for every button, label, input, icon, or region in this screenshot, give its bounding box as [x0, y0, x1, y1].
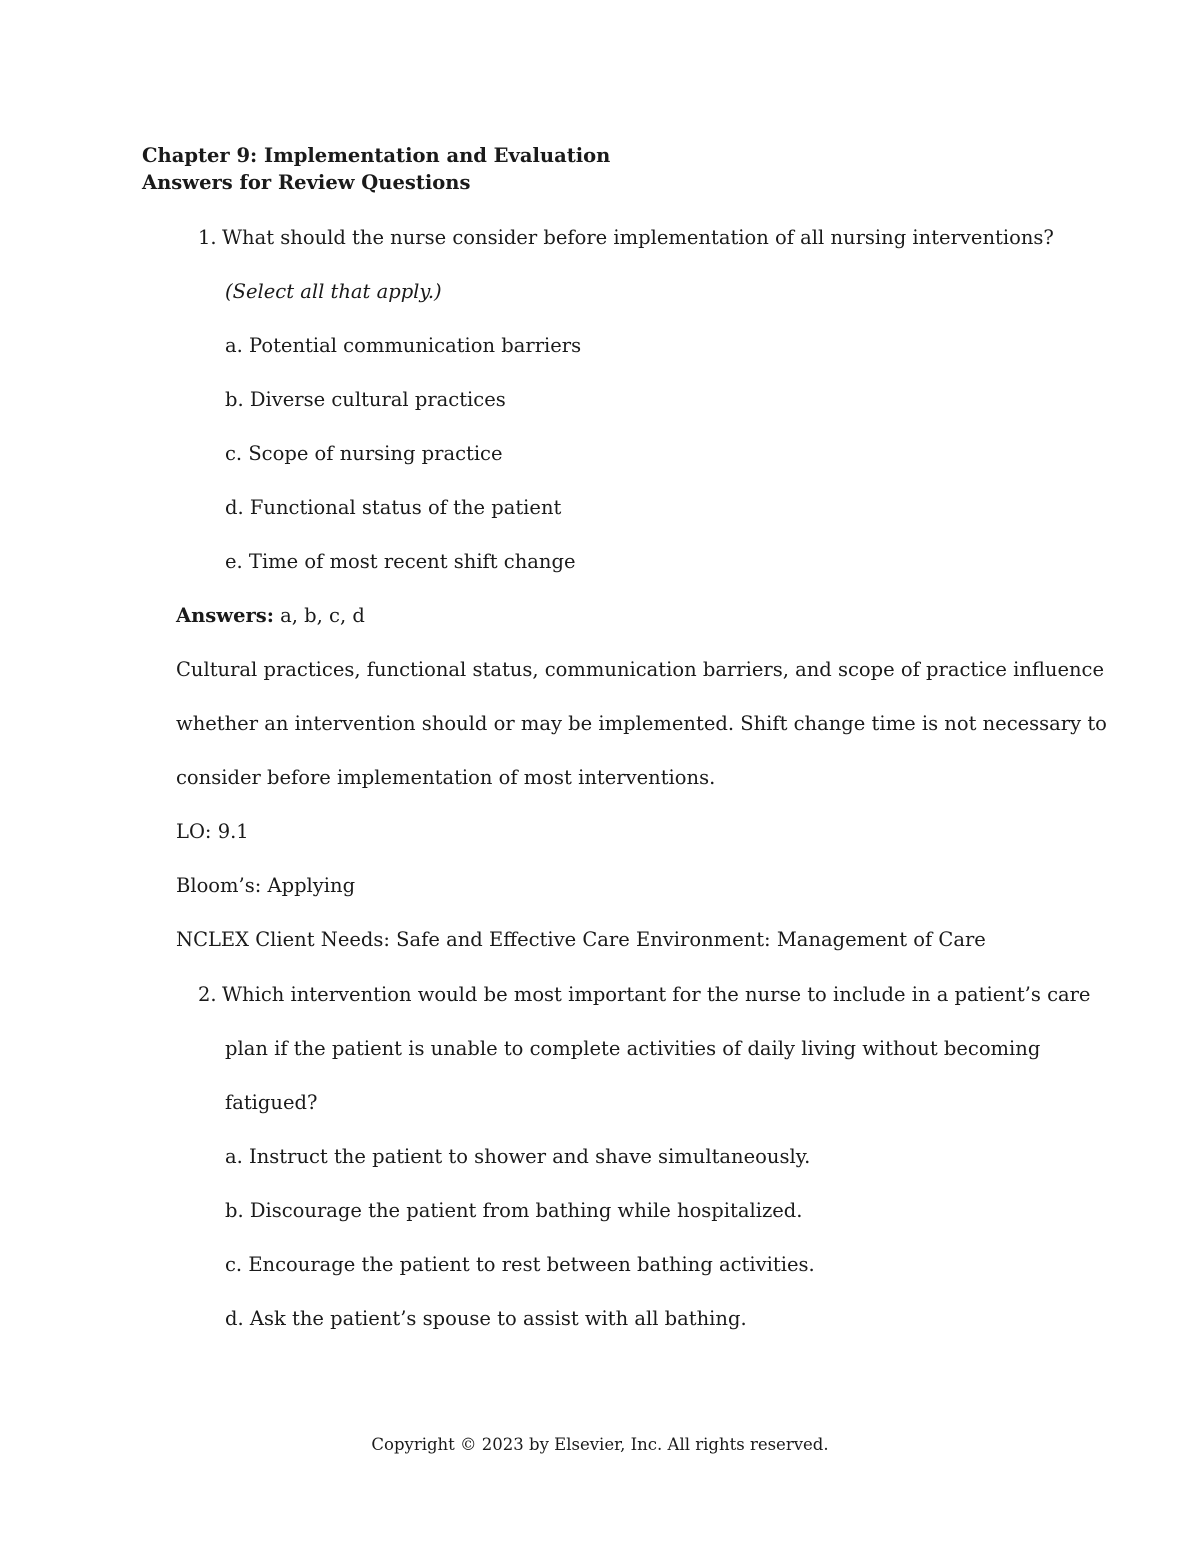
question-1-stem: What should the nurse consider before implementation of all nursing interventions? — [222, 226, 1054, 249]
question-1-number: 1. — [198, 226, 217, 249]
section-subtitle: Answers for Review Questions — [142, 171, 471, 194]
copyright-footer: Copyright © 2023 by Elsevier, Inc. All rights reserved. — [371, 1435, 829, 1454]
question-1-lo: LO: 9.1 — [176, 820, 249, 843]
question-1-instruction: (Select all that apply.) — [225, 280, 442, 303]
question-2-option-c: c. Encourage the patient to rest between bathing activities. — [225, 1253, 815, 1276]
answer-value: a, b, c, d — [273, 604, 365, 627]
question-1-rationale-line-2: whether an intervention should or may be implemented. Shift change time is not necessary to — [176, 712, 1107, 735]
question-1-option-e: e. Time of most recent shift change — [225, 550, 576, 573]
question-2-stem-line-3: fatigued? — [225, 1091, 318, 1114]
question-2-number: 2. — [198, 983, 217, 1006]
question-2-stem-line-2: plan if the patient is unable to complete activities of daily living without becoming — [225, 1037, 1041, 1060]
answer-label: Answers: — [176, 604, 274, 627]
question-2-option-a: a. Instruct the patient to shower and shave simultaneously. — [225, 1145, 811, 1168]
question-1-option-c: c. Scope of nursing practice — [225, 442, 503, 465]
question-2-stem-line-1: Which intervention would be most important for the nurse to include in a patient’s care — [222, 983, 1091, 1006]
question-1-rationale-line-1: Cultural practices, functional status, communication barriers, and scope of practice influence — [176, 658, 1105, 681]
question-2-option-b: b. Discourage the patient from bathing while hospitalized. — [225, 1199, 803, 1222]
question-1-blooms: Bloom’s: Applying — [176, 874, 356, 897]
chapter-title: Chapter 9: Implementation and Evaluation — [142, 144, 611, 167]
question-1-option-d: d. Functional status of the patient — [225, 496, 562, 519]
question-1-rationale-line-3: consider before implementation of most interventions. — [176, 766, 716, 789]
question-2-option-d: d. Ask the patient’s spouse to assist with all bathing. — [225, 1307, 747, 1330]
question-1-option-a: a. Potential communication barriers — [225, 334, 582, 357]
question-1-option-b: b. Diverse cultural practices — [225, 388, 506, 411]
question-1-nclex: NCLEX Client Needs: Safe and Effective Care Environment: Management of Care — [176, 928, 986, 951]
question-1-answer — [176, 604, 365, 628]
